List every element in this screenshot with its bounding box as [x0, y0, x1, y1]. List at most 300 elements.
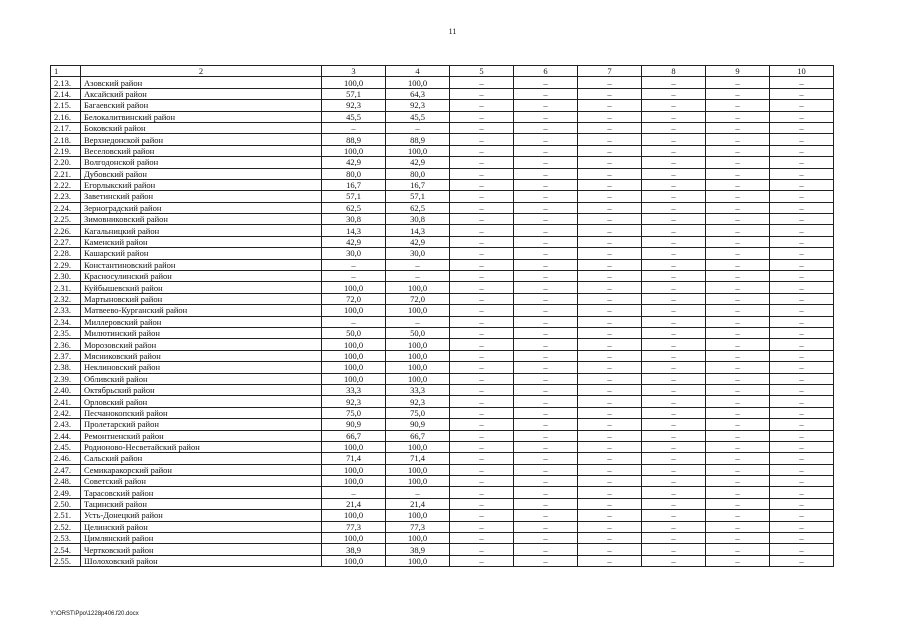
value-cell: –	[514, 100, 578, 111]
value-cell: –	[578, 88, 642, 99]
value-cell: 100,0	[386, 282, 450, 293]
data-table	[50, 65, 834, 567]
value-cell: –	[578, 441, 642, 452]
value-cell: –	[322, 259, 386, 270]
value-cell: –	[706, 214, 770, 225]
table-row	[51, 202, 834, 213]
district-name-cell: Веселовский район	[81, 145, 322, 156]
value-cell: –	[450, 282, 514, 293]
value-cell: –	[450, 271, 514, 282]
value-cell: –	[450, 453, 514, 464]
district-name-cell: Песчанокопский район	[81, 407, 322, 418]
table-row	[51, 145, 834, 156]
value-cell: –	[770, 441, 834, 452]
table-row	[51, 407, 834, 418]
value-cell: 100,0	[322, 555, 386, 566]
value-cell: –	[386, 487, 450, 498]
row-number-cell: 2.42.	[51, 407, 81, 418]
value-cell: –	[514, 259, 578, 270]
value-cell: –	[450, 259, 514, 270]
value-cell: –	[642, 305, 706, 316]
value-cell: 100,0	[386, 145, 450, 156]
row-number-cell: 2.49.	[51, 487, 81, 498]
value-cell: –	[642, 430, 706, 441]
row-number-cell: 2.30.	[51, 271, 81, 282]
value-cell: –	[770, 168, 834, 179]
value-cell: –	[514, 464, 578, 475]
table-row	[51, 88, 834, 99]
value-cell: –	[450, 316, 514, 327]
value-cell: –	[514, 521, 578, 532]
value-cell: –	[450, 122, 514, 133]
value-cell: –	[578, 157, 642, 168]
value-cell: –	[514, 373, 578, 384]
value-cell: –	[706, 476, 770, 487]
value-cell: –	[450, 407, 514, 418]
value-cell: –	[578, 134, 642, 145]
value-cell: –	[450, 487, 514, 498]
value-cell: –	[706, 293, 770, 304]
value-cell: –	[642, 293, 706, 304]
table-row	[51, 179, 834, 190]
value-cell: 92,3	[386, 396, 450, 407]
district-name-cell: Милютинский район	[81, 327, 322, 338]
value-cell: –	[450, 100, 514, 111]
value-cell: –	[706, 441, 770, 452]
value-cell: –	[578, 77, 642, 88]
value-cell: 64,3	[386, 88, 450, 99]
value-cell: –	[706, 327, 770, 338]
value-cell: –	[706, 259, 770, 270]
row-number-cell: 2.22.	[51, 179, 81, 190]
value-cell: –	[642, 373, 706, 384]
district-name-cell: Орловский район	[81, 396, 322, 407]
table-row	[51, 305, 834, 316]
value-cell: –	[578, 362, 642, 373]
value-cell: –	[514, 77, 578, 88]
value-cell: –	[578, 168, 642, 179]
value-cell: –	[770, 100, 834, 111]
value-cell: –	[578, 122, 642, 133]
value-cell: –	[514, 430, 578, 441]
value-cell: –	[450, 441, 514, 452]
table-header-row	[51, 66, 834, 77]
value-cell: –	[450, 305, 514, 316]
district-name-cell: Багаевский район	[81, 100, 322, 111]
value-cell: –	[642, 487, 706, 498]
table-row	[51, 225, 834, 236]
table-row	[51, 384, 834, 395]
value-cell: 72,0	[386, 293, 450, 304]
value-cell: –	[706, 464, 770, 475]
value-cell: –	[578, 373, 642, 384]
value-cell: 77,3	[322, 521, 386, 532]
value-cell: –	[706, 373, 770, 384]
value-cell: 21,4	[322, 498, 386, 509]
row-number-cell: 2.53.	[51, 533, 81, 544]
value-cell: 100,0	[386, 441, 450, 452]
value-cell: 45,5	[322, 111, 386, 122]
row-number-cell: 2.54.	[51, 544, 81, 555]
table-row	[51, 521, 834, 532]
value-cell: –	[578, 407, 642, 418]
value-cell: –	[450, 498, 514, 509]
value-cell: –	[450, 384, 514, 395]
value-cell: –	[578, 111, 642, 122]
district-name-cell: Зимовниковский район	[81, 214, 322, 225]
value-cell: –	[450, 225, 514, 236]
value-cell: 16,7	[322, 179, 386, 190]
value-cell: –	[514, 191, 578, 202]
value-cell: 92,3	[322, 100, 386, 111]
value-cell: –	[770, 510, 834, 521]
value-cell: –	[578, 476, 642, 487]
value-cell: 62,5	[322, 202, 386, 213]
value-cell: –	[770, 498, 834, 509]
value-cell: 100,0	[322, 533, 386, 544]
value-cell: –	[322, 122, 386, 133]
value-cell: –	[706, 145, 770, 156]
value-cell: –	[514, 384, 578, 395]
value-cell: –	[450, 373, 514, 384]
value-cell: 100,0	[386, 362, 450, 373]
value-cell: 100,0	[322, 362, 386, 373]
value-cell: –	[706, 202, 770, 213]
value-cell: 42,9	[322, 157, 386, 168]
value-cell: –	[706, 396, 770, 407]
value-cell: –	[514, 316, 578, 327]
value-cell: 100,0	[386, 464, 450, 475]
value-cell: 92,3	[322, 396, 386, 407]
table-row	[51, 236, 834, 247]
value-cell: –	[706, 111, 770, 122]
value-cell: –	[770, 305, 834, 316]
value-cell: –	[642, 271, 706, 282]
value-cell: 100,0	[322, 282, 386, 293]
table-row	[51, 77, 834, 88]
value-cell: –	[514, 236, 578, 247]
row-number-cell: 2.23.	[51, 191, 81, 202]
row-number-cell: 2.35.	[51, 327, 81, 338]
header-cell: 4	[386, 66, 450, 77]
district-name-cell: Миллеровский район	[81, 316, 322, 327]
value-cell: –	[706, 248, 770, 259]
district-name-cell: Волгодонской район	[81, 157, 322, 168]
value-cell: 100,0	[322, 339, 386, 350]
header-cell: 8	[642, 66, 706, 77]
value-cell: 50,0	[386, 327, 450, 338]
value-cell: –	[642, 259, 706, 270]
value-cell: –	[322, 271, 386, 282]
header-cell: 7	[578, 66, 642, 77]
district-name-cell: Каменский район	[81, 236, 322, 247]
value-cell: –	[450, 555, 514, 566]
value-cell: –	[706, 122, 770, 133]
row-number-cell: 2.47.	[51, 464, 81, 475]
value-cell: –	[770, 202, 834, 213]
table-row	[51, 327, 834, 338]
value-cell: –	[450, 339, 514, 350]
value-cell: –	[514, 419, 578, 430]
value-cell: –	[450, 179, 514, 190]
value-cell: –	[514, 487, 578, 498]
district-name-cell: Целинский район	[81, 521, 322, 532]
value-cell: –	[450, 464, 514, 475]
value-cell: –	[770, 384, 834, 395]
value-cell: –	[578, 214, 642, 225]
district-name-cell: Кагальницкий район	[81, 225, 322, 236]
value-cell: –	[514, 282, 578, 293]
value-cell: –	[706, 157, 770, 168]
value-cell: 90,9	[386, 419, 450, 430]
value-cell: –	[578, 533, 642, 544]
value-cell: –	[770, 373, 834, 384]
value-cell: –	[514, 225, 578, 236]
value-cell: –	[770, 396, 834, 407]
value-cell: 38,9	[386, 544, 450, 555]
value-cell: –	[642, 498, 706, 509]
value-cell: –	[450, 145, 514, 156]
row-number-cell: 2.55.	[51, 555, 81, 566]
value-cell: –	[642, 248, 706, 259]
value-cell: 100,0	[322, 145, 386, 156]
value-cell: –	[514, 498, 578, 509]
value-cell: –	[450, 476, 514, 487]
table-row	[51, 498, 834, 509]
value-cell: 42,9	[386, 236, 450, 247]
value-cell: –	[514, 407, 578, 418]
table-row	[51, 122, 834, 133]
value-cell: –	[514, 157, 578, 168]
district-name-cell: Дубовский район	[81, 168, 322, 179]
value-cell: –	[450, 77, 514, 88]
value-cell: –	[450, 134, 514, 145]
value-cell: –	[386, 122, 450, 133]
value-cell: –	[770, 350, 834, 361]
value-cell: –	[386, 271, 450, 282]
value-cell: –	[706, 555, 770, 566]
table-row	[51, 510, 834, 521]
district-name-cell: Ремонтненский район	[81, 430, 322, 441]
value-cell: –	[514, 441, 578, 452]
value-cell: –	[770, 134, 834, 145]
row-number-cell: 2.46.	[51, 453, 81, 464]
value-cell: –	[706, 419, 770, 430]
value-cell: –	[578, 248, 642, 259]
value-cell: –	[642, 339, 706, 350]
value-cell: 45,5	[386, 111, 450, 122]
value-cell: –	[642, 77, 706, 88]
value-cell: 80,0	[322, 168, 386, 179]
value-cell: –	[770, 271, 834, 282]
value-cell: –	[770, 122, 834, 133]
value-cell: –	[770, 476, 834, 487]
value-cell: 50,0	[322, 327, 386, 338]
value-cell: 90,9	[322, 419, 386, 430]
value-cell: –	[450, 111, 514, 122]
value-cell: 33,3	[322, 384, 386, 395]
value-cell: 75,0	[322, 407, 386, 418]
value-cell: 100,0	[322, 510, 386, 521]
district-name-cell: Пролетарский район	[81, 419, 322, 430]
value-cell: 88,9	[322, 134, 386, 145]
value-cell: 100,0	[386, 339, 450, 350]
value-cell: 33,3	[386, 384, 450, 395]
value-cell: –	[642, 122, 706, 133]
district-name-cell: Семикаракорский район	[81, 464, 322, 475]
row-number-cell: 2.17.	[51, 122, 81, 133]
table-row	[51, 533, 834, 544]
value-cell: 100,0	[386, 555, 450, 566]
row-number-cell: 2.45.	[51, 441, 81, 452]
page-number: 11	[448, 27, 457, 36]
value-cell: –	[450, 236, 514, 247]
value-cell: –	[770, 533, 834, 544]
value-cell: –	[642, 202, 706, 213]
table-row	[51, 453, 834, 464]
value-cell: –	[514, 214, 578, 225]
value-cell: –	[706, 282, 770, 293]
value-cell: –	[322, 316, 386, 327]
row-number-cell: 2.52.	[51, 521, 81, 532]
district-name-cell: Родионово-Несветайский район	[81, 441, 322, 452]
value-cell: –	[514, 555, 578, 566]
value-cell: 100,0	[322, 77, 386, 88]
district-name-cell: Аксайский район	[81, 88, 322, 99]
value-cell: 100,0	[386, 510, 450, 521]
value-cell: –	[770, 453, 834, 464]
table-row	[51, 293, 834, 304]
value-cell: –	[642, 100, 706, 111]
value-cell: –	[450, 88, 514, 99]
value-cell: –	[514, 476, 578, 487]
value-cell: –	[578, 100, 642, 111]
value-cell: –	[642, 533, 706, 544]
table-row	[51, 430, 834, 441]
value-cell: –	[578, 271, 642, 282]
table-row	[51, 350, 834, 361]
value-cell: 30,0	[386, 248, 450, 259]
value-cell: –	[642, 453, 706, 464]
value-cell: 100,0	[386, 350, 450, 361]
table-row	[51, 100, 834, 111]
value-cell: –	[642, 225, 706, 236]
value-cell: –	[578, 487, 642, 498]
value-cell: 14,3	[322, 225, 386, 236]
header-cell: 6	[514, 66, 578, 77]
district-name-cell: Куйбышевский район	[81, 282, 322, 293]
value-cell: –	[642, 179, 706, 190]
value-cell: –	[450, 362, 514, 373]
value-cell: –	[770, 407, 834, 418]
row-number-cell: 2.21.	[51, 168, 81, 179]
value-cell: –	[642, 419, 706, 430]
district-name-cell: Шолоховский район	[81, 555, 322, 566]
value-cell: –	[322, 487, 386, 498]
value-cell: 100,0	[322, 464, 386, 475]
value-cell: –	[770, 214, 834, 225]
table-row	[51, 373, 834, 384]
value-cell: –	[450, 248, 514, 259]
value-cell: –	[642, 362, 706, 373]
row-number-cell: 2.50.	[51, 498, 81, 509]
value-cell: –	[706, 407, 770, 418]
value-cell: –	[642, 555, 706, 566]
value-cell: –	[706, 430, 770, 441]
value-cell: –	[578, 396, 642, 407]
value-cell: –	[642, 327, 706, 338]
row-number-cell: 2.26.	[51, 225, 81, 236]
value-cell: –	[706, 305, 770, 316]
district-name-cell: Заветинский район	[81, 191, 322, 202]
value-cell: 62,5	[386, 202, 450, 213]
table-row	[51, 157, 834, 168]
row-number-cell: 2.43.	[51, 419, 81, 430]
value-cell: –	[514, 453, 578, 464]
value-cell: –	[642, 282, 706, 293]
value-cell: –	[450, 510, 514, 521]
value-cell: –	[770, 225, 834, 236]
header-cell: 1	[51, 66, 81, 77]
row-number-cell: 2.37.	[51, 350, 81, 361]
district-name-cell: Советский район	[81, 476, 322, 487]
value-cell: –	[706, 271, 770, 282]
value-cell: 88,9	[386, 134, 450, 145]
value-cell: –	[770, 157, 834, 168]
value-cell: 21,4	[386, 498, 450, 509]
value-cell: –	[706, 100, 770, 111]
value-cell: 14,3	[386, 225, 450, 236]
value-cell: –	[770, 145, 834, 156]
value-cell: –	[514, 248, 578, 259]
value-cell: –	[450, 214, 514, 225]
value-cell: 100,0	[322, 305, 386, 316]
district-name-cell: Усть-Донецкий район	[81, 510, 322, 521]
value-cell: –	[578, 510, 642, 521]
value-cell: –	[578, 339, 642, 350]
value-cell: –	[770, 259, 834, 270]
district-name-cell: Боковский район	[81, 122, 322, 133]
value-cell: –	[706, 339, 770, 350]
district-name-cell: Цимлянский район	[81, 533, 322, 544]
value-cell: –	[642, 476, 706, 487]
value-cell: –	[706, 191, 770, 202]
table-row	[51, 487, 834, 498]
row-number-cell: 2.16.	[51, 111, 81, 122]
district-name-cell: Тацинский район	[81, 498, 322, 509]
value-cell: –	[578, 544, 642, 555]
row-number-cell: 2.41.	[51, 396, 81, 407]
row-number-cell: 2.39.	[51, 373, 81, 384]
value-cell: –	[578, 191, 642, 202]
value-cell: –	[578, 305, 642, 316]
value-cell: –	[578, 259, 642, 270]
value-cell: 57,1	[386, 191, 450, 202]
value-cell: –	[578, 293, 642, 304]
table-row	[51, 214, 834, 225]
value-cell: 66,7	[322, 430, 386, 441]
value-cell: 30,8	[322, 214, 386, 225]
header-cell: 3	[322, 66, 386, 77]
value-cell: –	[578, 453, 642, 464]
value-cell: –	[642, 191, 706, 202]
value-cell: –	[450, 350, 514, 361]
value-cell: 100,0	[386, 373, 450, 384]
value-cell: –	[706, 179, 770, 190]
value-cell: –	[642, 316, 706, 327]
district-name-cell: Морозовский район	[81, 339, 322, 350]
value-cell: –	[706, 236, 770, 247]
